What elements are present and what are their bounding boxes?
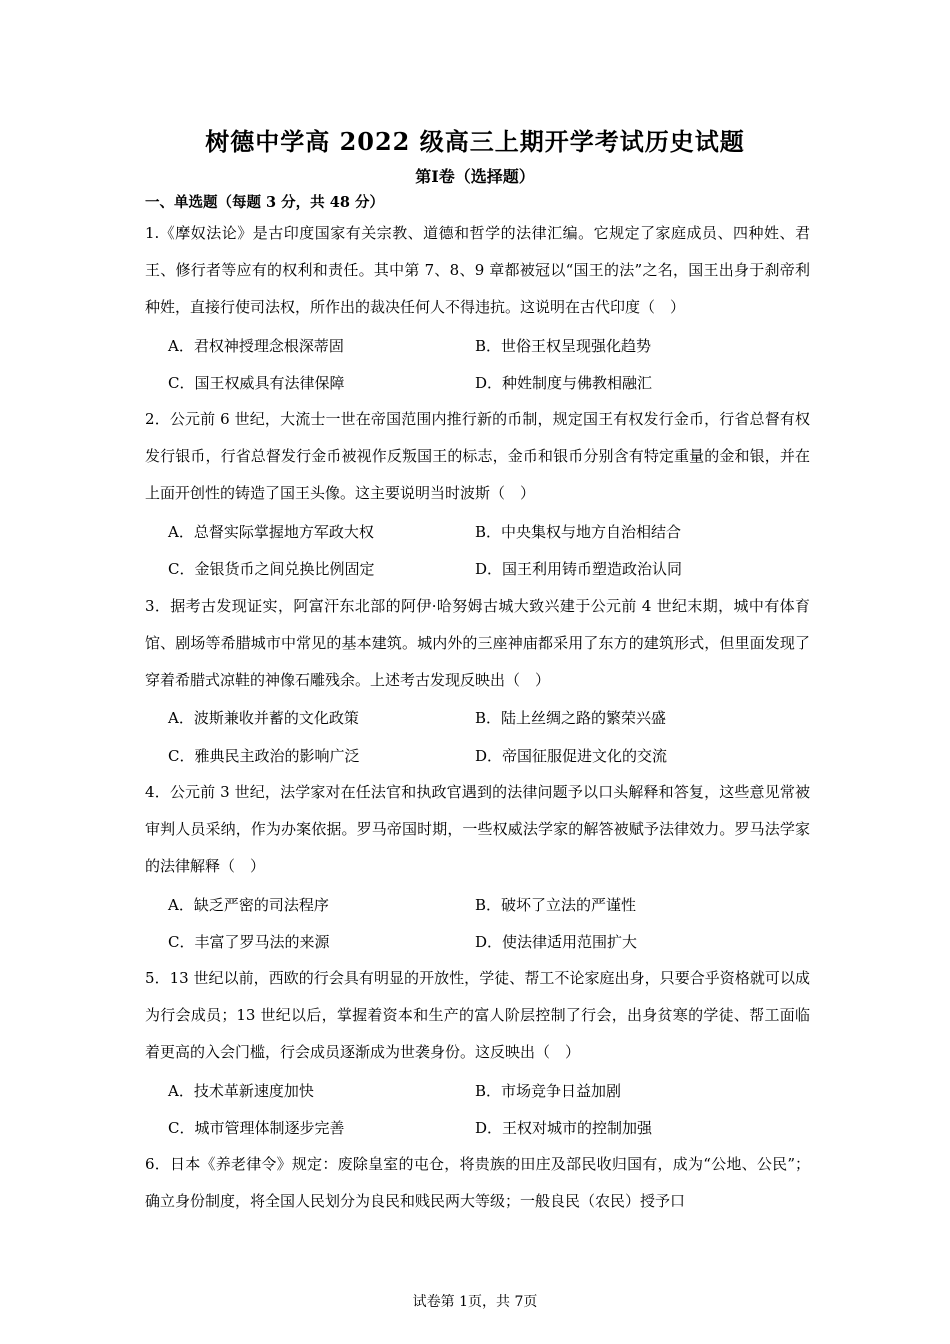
part-heading: 第Ⅰ卷（选择题）: [415, 167, 535, 186]
question-4-option-a: A．缺乏严密的司法程序: [168, 896, 329, 914]
question-5-option-c: C．城市管理体制逐步完善: [168, 1119, 345, 1137]
section-heading: 一、单选题（每题 3 分，共 48 分）: [145, 194, 384, 211]
question-3-stem: 3．据考古发现证实，阿富汗东北部的阿伊·哈努姆古城大致兴建于公元前 4 世纪末期，城中有体育馆、剧场等希腊城市中常见的基本建筑。城内外的三座神庙都采用了东方的建筑形式，但里面发现了穿着希腊式凉鞋的神像石雕残余。上述考古发现反映出（ ）: [145, 597, 810, 689]
question-5-stem: 5．13 世纪以前，西欧的行会具有明显的开放性，学徒、帮工不论家庭出身，只要合乎资格就可以成为行会成员；13 世纪以后，掌握着资本和生产的富人阶层控制了行会，出身贫寒的学徒、帮工面临着更高的入会门槛，行会成员逐渐成为世袭身份。这反映出（ ）: [145, 969, 810, 1061]
question-1-option-a: A．君权神授理念根深蒂固: [168, 337, 344, 355]
question-2-option-b: B．中央集权与地方自治相结合: [475, 523, 682, 541]
question-3-option-a: A．波斯兼收并蓄的文化政策: [168, 709, 359, 727]
question-1-option-d: D．种姓制度与佛教相融汇: [475, 374, 653, 392]
question-4-option-d: D．使法律适用范围扩大: [475, 933, 638, 951]
page-footer: 试卷第 1页，共 7页: [412, 1294, 538, 1310]
question-1-option-b: B．世俗王权呈现强化趋势: [475, 337, 652, 355]
exam-title: 树德中学高 2022 级高三上期开学考试历史试题: [205, 127, 745, 156]
question-2-option-c: C．金银货币之间兑换比例固定: [168, 560, 375, 578]
question-4-option-b: B．破坏了立法的严谨性: [475, 896, 637, 914]
question-5-option-a: A．技术革新速度加快: [168, 1082, 314, 1100]
question-4-stem: 4．公元前 3 世纪，法学家对在任法官和执政官遇到的法律问题予以口头解释和答复，这些意见常被审判人员采纳，作为办案依据。罗马帝国时期，一些权威法学家的解答被赋予法律效力。罗马法学家的法律解释（ ）: [145, 783, 810, 875]
question-3-option-b: B．陆上丝绸之路的繁荣兴盛: [475, 709, 667, 727]
question-5-option-b: B．市场竞争日益加剧: [475, 1082, 622, 1100]
question-5-option-d: D．王权对城市的控制加强: [475, 1119, 653, 1137]
question-4-option-c: C．丰富了罗马法的来源: [168, 933, 330, 951]
question-3-option-c: C．雅典民主政治的影响广泛: [168, 747, 360, 765]
question-1-option-c: C．国王权威具有法律保障: [168, 374, 345, 392]
question-3-option-d: D．帝国征服促进文化的交流: [475, 747, 668, 765]
question-2-stem: 2．公元前 6 世纪，大流士一世在帝国范围内推行新的币制，规定国王有权发行金币，行省总督有权发行银币，行省总督发行金币被视作反叛国王的标志，金币和银币分别含有特定重量的金和银，并在上面开创性的铸造了国王头像。这主要说明当时波斯（ ）: [145, 410, 810, 502]
question-6-stem: 6．日本《养老律令》规定：废除皇室的屯仓，将贵族的田庄及部民收归国有，成为“公地、公民”；确立身份制度，将全国人民划分为良民和贱民两大等级；一般良民（农民）授予口: [145, 1155, 810, 1210]
question-1-stem: 1.《摩奴法论》是古印度国家有关宗教、道德和哲学的法律汇编。它规定了家庭成员、四种姓、君王、修行者等应有的权利和责任。其中第 7、8、9 章都被冠以“国王的法”之名，国王出身于刹帝利种姓，直接行使司法权，所作出的裁决任何人不得违抗。这说明在古代印度（ ）: [145, 224, 810, 316]
question-2-option-a: A．总督实际掌握地方军政大权: [168, 523, 374, 541]
question-2-option-d: D．国王利用铸币塑造政治认同: [475, 560, 683, 578]
